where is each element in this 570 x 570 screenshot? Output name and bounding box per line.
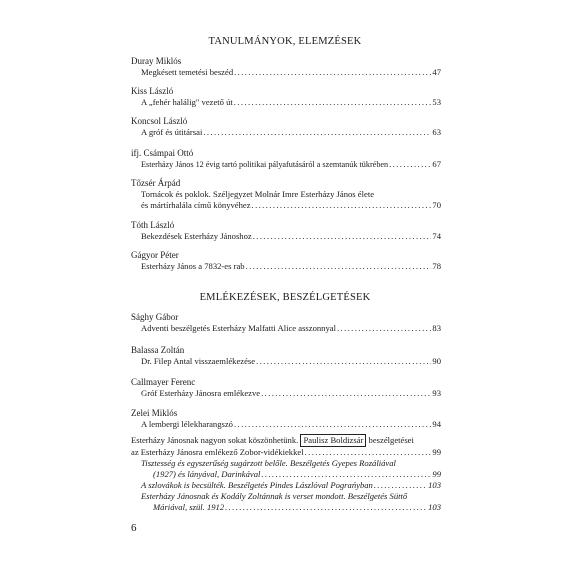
sub-entry-title: A szlovákok is becsülték. Beszélgetés Pindes Lászlóval Pograńyban — [141, 480, 373, 490]
sub-entry-title: Esterházy Jánosnak és Kodály Zoltánnak is verset mondott. Beszélgetés Süttő — [141, 491, 408, 501]
sub-entry-title: (1927) és lányával, Darinkával — [153, 469, 261, 479]
entry-page: 78 — [432, 261, 441, 271]
entry-title: Megkésett temetési beszéd — [141, 67, 234, 77]
entry-author: ifj. Csámpai Ottó — [131, 148, 194, 158]
entry-page: 94 — [432, 419, 441, 429]
entry-page: 103 — [428, 480, 441, 490]
entry-page: 103 — [428, 502, 441, 512]
toc-entry — [131, 377, 441, 399]
entry-title: Bekezdések Esterházy Jánoshoz — [141, 231, 252, 241]
entry-author: Tóth László — [131, 220, 175, 230]
toc-entry — [131, 345, 441, 367]
entry-page: 83 — [432, 323, 441, 333]
entry-page: 93 — [432, 388, 441, 398]
page-number: 6 — [131, 522, 137, 534]
highlighted-author-box: Paulisz Boldizsár — [300, 434, 366, 447]
entry-title: Esterházy János 12 évig tartó politikai pályafutásáról a szemtanúk tükrében — [141, 160, 389, 169]
toc-entry — [131, 220, 441, 242]
entry-title: A „fehér halálig" vezető út — [141, 97, 233, 107]
entry-author: Koncsol László — [131, 116, 188, 126]
entry-title: A lembergi lélekharangszó — [141, 419, 233, 429]
sub-entry-title: Máriával, szül. 1912 — [153, 502, 225, 512]
entry-title-line: beszélgetései — [368, 435, 414, 445]
entry-page: 99 — [432, 447, 441, 457]
section-title-studies: TANULMÁNYOK, ELEMZÉSEK — [208, 36, 362, 47]
entry-title: Adventi beszélgetés Esterházy Malfatti Alice asszonnyal — [141, 323, 336, 333]
entry-author: Kiss László — [131, 86, 174, 96]
entry-author: Sághy Gábor — [131, 312, 179, 322]
entry-author: Balassa Zoltán — [131, 345, 185, 355]
entry-author: Tőzsér Árpád — [131, 178, 181, 188]
entry-page: 53 — [432, 97, 441, 107]
entry-page: 90 — [432, 356, 441, 366]
toc-entry — [131, 116, 441, 138]
entry-page: 67 — [432, 159, 441, 169]
entry-author: Zelei Miklós — [131, 408, 178, 418]
entry-title: Dr. Filep Antal visszaemlékezése — [141, 356, 256, 366]
entry-title: Esterházy János a 7832-es rab — [141, 261, 245, 271]
toc-entry-interviews — [131, 434, 441, 513]
sub-entry-title: Tisztesség és egyszerűség sugárzott belőle. Beszélgetés Gyepes Rozáliával — [141, 458, 396, 468]
entry-title-line: Esterházy Jánosnak nagyon sokat köszönhetünk. — [131, 435, 299, 445]
toc-entry — [131, 86, 441, 108]
entry-title-line: és mártírhalála című könyvéhez — [141, 200, 251, 210]
entry-author: Callmayer Ferenc — [131, 377, 196, 387]
toc-entry — [131, 312, 441, 334]
entry-title-line: Tornácok és poklok. Széljegyzet Molnár Imre Esterházy János élete — [141, 189, 375, 199]
entry-page: 99 — [432, 469, 441, 479]
entry-page: 47 — [432, 67, 441, 77]
entry-author: Duray Miklós — [131, 56, 182, 66]
section-title-memories: EMLÉKEZÉSEK, BESZÉLGETÉSEK — [199, 292, 371, 303]
toc-entry — [131, 56, 441, 78]
entry-title: A gróf és útitársai — [141, 127, 203, 137]
entry-page: 63 — [432, 127, 441, 137]
toc-entry — [131, 250, 441, 272]
entry-page: 74 — [432, 231, 441, 241]
toc-entry — [131, 148, 441, 170]
entry-page: 70 — [432, 200, 441, 210]
entry-title-line: az Esterházy Jánosra emlékező Zobor-vidékiekkel — [131, 447, 304, 457]
entry-author: Gágyor Péter — [131, 250, 179, 260]
entry-title: Gróf Esterházy Jánosra emlékezve — [141, 388, 261, 398]
toc-entry — [131, 408, 441, 430]
toc-entry — [131, 178, 441, 211]
